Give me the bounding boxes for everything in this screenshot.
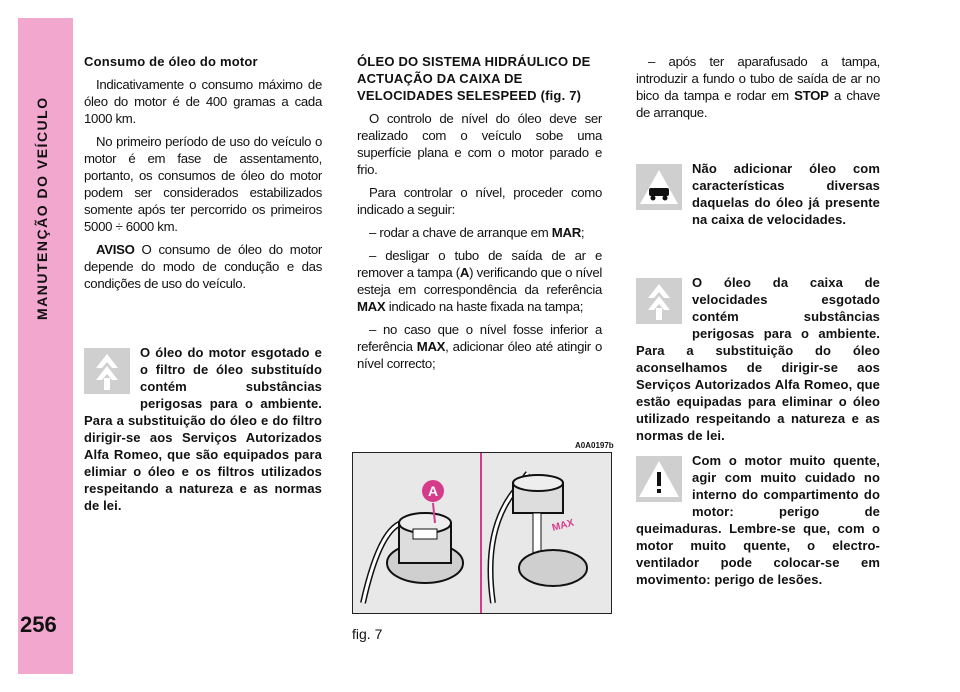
aviso-paragraph [84, 241, 322, 292]
paragraph: Indicativamente o consumo máximo de óleo do motor é de 400 gramas a cada 1000 km. [84, 77, 322, 126]
label-max: MAX [550, 517, 576, 534]
paragraph: No primeiro período de uso do veículo o motor é em fase de assentamento, portanto, os consumos de óleo do motor podem ser considerados estabilizados somente após ter percorrido os primeiros 5000 ÷ 6000 km. [84, 134, 322, 234]
section-heading: Consumo de óleo do motor [84, 54, 258, 69]
paragraph: O controlo de nível do óleo deve ser realizado com o veículo sobe uma superfície plana e com o motor parado e frio. [357, 111, 602, 177]
section-heading: ÓLEO DO SISTEMA HIDRÁULICO DE ACTUAÇÃO DA CAIXA DE VELOCIDADES SELESPEED (fig. 7) [357, 54, 591, 103]
hot-engine-warning [636, 452, 880, 588]
step-3: – no caso que o nível fosse inferior a referência MAX, adicionar óleo até atingir o nível correcto; [357, 322, 602, 371]
aviso-text: O consumo de óleo do motor depende do modo de condução e das condições de uso do veículo. [84, 242, 322, 291]
warning-text: Com o motor muito quente, agir com muito cuidado no interno do compartimento do motor: perigo de queimaduras. Lembre-se que, com o motor muito quente, o electro-ventilador pode colocar-se em movimento: perigo de lesões. [636, 453, 880, 587]
warning-text: O óleo do motor esgotado e o filtro de óleo substituído contém substâncias perigosas para o ambiente. Para a substituição do óleo e do filtro dirigir-se aos Serviços Autorizados Alfa Romeo, que são equipados para elimiar o óleo e os filtros utilizados respeitando a natureza e as normas de lei. [84, 345, 322, 513]
recycle-icon [636, 278, 682, 324]
paragraph: – após ter aparafusado a tampa, introduzir a fundo o tubo de saída de ar no bico da tampa e rodar em STOP a chave de arranque. [636, 54, 881, 120]
environment-warning [84, 344, 322, 514]
oil-type-warning [636, 160, 880, 228]
column-3 [636, 53, 880, 127]
figure-reference: (fig. 7) [540, 88, 582, 103]
recycle-icon [84, 348, 130, 394]
paragraph: Para controlar o nível, proceder como indicado a seguir: [357, 185, 602, 217]
step-1: – rodar a chave de arranque em MAR; [369, 225, 585, 240]
figure-caption: fig. 7 [352, 626, 383, 642]
warning-text: Não adicionar óleo com características diversas daquelas do óleo já presente na caixa de velocidades. [692, 161, 880, 227]
gearbox-oil-environment-warning [636, 274, 880, 444]
section-title: MANUTENÇÃO DO VEÍCULO [34, 96, 50, 320]
column-1 [84, 53, 322, 298]
figure-code: A0A0197b [575, 441, 614, 450]
figure-7-illustration [352, 452, 612, 614]
warning-triangle-icon [636, 456, 682, 502]
aviso-label: AVISO [96, 242, 135, 257]
label-a: A [427, 483, 439, 499]
page-number: 256 [20, 612, 57, 637]
step-2: – desligar o tubo de saída de ar e remover a tampa (A) verificando que o nível esteja em correspondência da referência MAX indicado na haste fixada na tampa; [357, 248, 603, 314]
warning-text: O óleo da caixa de velocidades esgotado contém substâncias perigosas para o ambiente. Para a substituição do óleo aconselhamos de dirigir-se aos Serviços Autorizados Alfa Romeo, que estão equipadas para eliminar o óleo utilizado respeitando a natureza e as normas de lei. [636, 275, 880, 443]
car-oil-icon [636, 164, 682, 210]
column-2 [357, 53, 602, 378]
